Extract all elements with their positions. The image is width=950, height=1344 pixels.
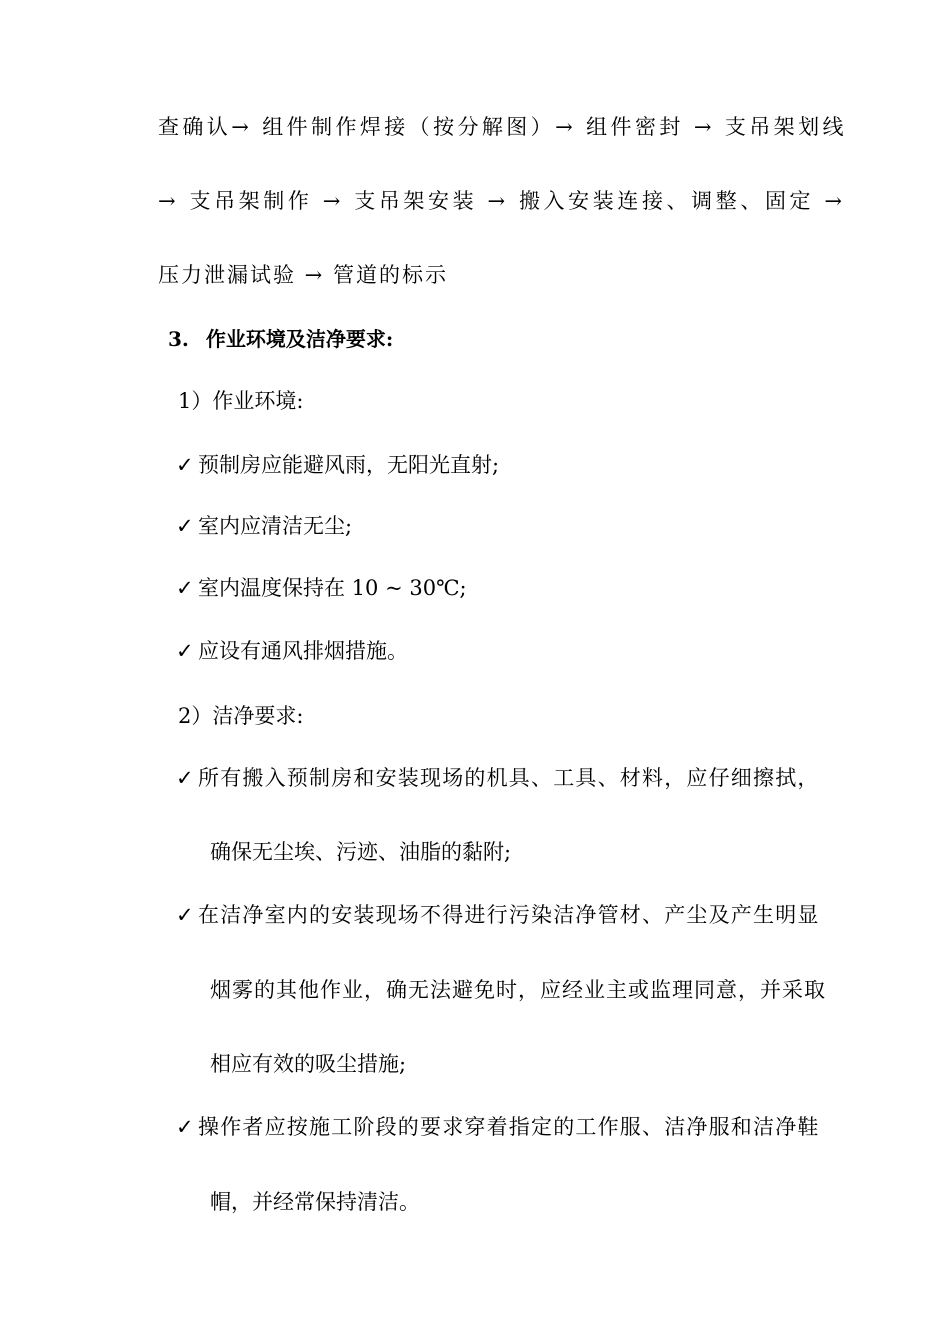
env-item-2 [176,512,352,540]
flow-line-2: → 支吊架制作 → 支吊架安装 → 搬入安装连接、调整、固定 → [158,189,846,213]
clean-item-3-line-2: 帽，并经常保持清洁。 [210,1190,420,1214]
check-icon: ✓ [176,639,194,663]
section-title: 作业环境及洁净要求: [205,327,394,351]
clean-item-3-line-1 [176,1113,820,1141]
clean-heading: 2）洁净要求: [178,704,304,728]
clean-item-2-line-1 [176,901,820,929]
check-icon: ✓ [176,1115,195,1139]
check-icon: ✓ [176,903,195,927]
env-item-text: 预制房应能避风雨，无阳光直射; [198,453,500,477]
clean-item-text: 所有搬入预制房和安装现场的机具、工具、材料，应仔细擦拭， [198,766,820,790]
env-item-1 [176,451,499,479]
env-item-text: 应设有通风排烟措施。 [198,639,408,663]
flow-line-1: 查确认→ 组件制作焊接（按分解图）→ 组件密封 → 支吊架划线 [158,115,847,139]
env-item-text: 室内温度保持在 10 ~ 30℃; [198,576,467,600]
check-icon: ✓ [176,576,194,600]
env-item-3 [176,574,467,602]
check-icon: ✓ [176,766,195,790]
env-item-text: 室内应清洁无尘; [198,514,353,538]
check-icon: ✓ [176,453,194,477]
check-icon: ✓ [176,514,194,538]
section-number: 3. [168,327,189,351]
clean-item-1-line-1 [176,764,820,792]
section-heading [168,325,393,353]
flow-line-3: 压力泄漏试验 → 管道的标示 [158,263,448,287]
clean-item-text: 操作者应按施工阶段的要求穿着指定的工作服、洁净服和洁净鞋 [198,1115,820,1139]
clean-item-2-line-3: 相应有效的吸尘措施; [210,1052,407,1076]
clean-item-1-line-2: 确保无尘埃、污迹、油脂的黏附; [210,840,512,864]
env-item-4 [176,637,408,665]
clean-item-text: 在洁净室内的安装现场不得进行污染洁净管材、产尘及产生明显 [198,903,820,927]
env-heading: 1）作业环境: [178,389,304,413]
clean-item-2-line-2: 烟雾的其他作业，确无法避免时，应经业主或监理同意，并采取 [210,978,826,1002]
